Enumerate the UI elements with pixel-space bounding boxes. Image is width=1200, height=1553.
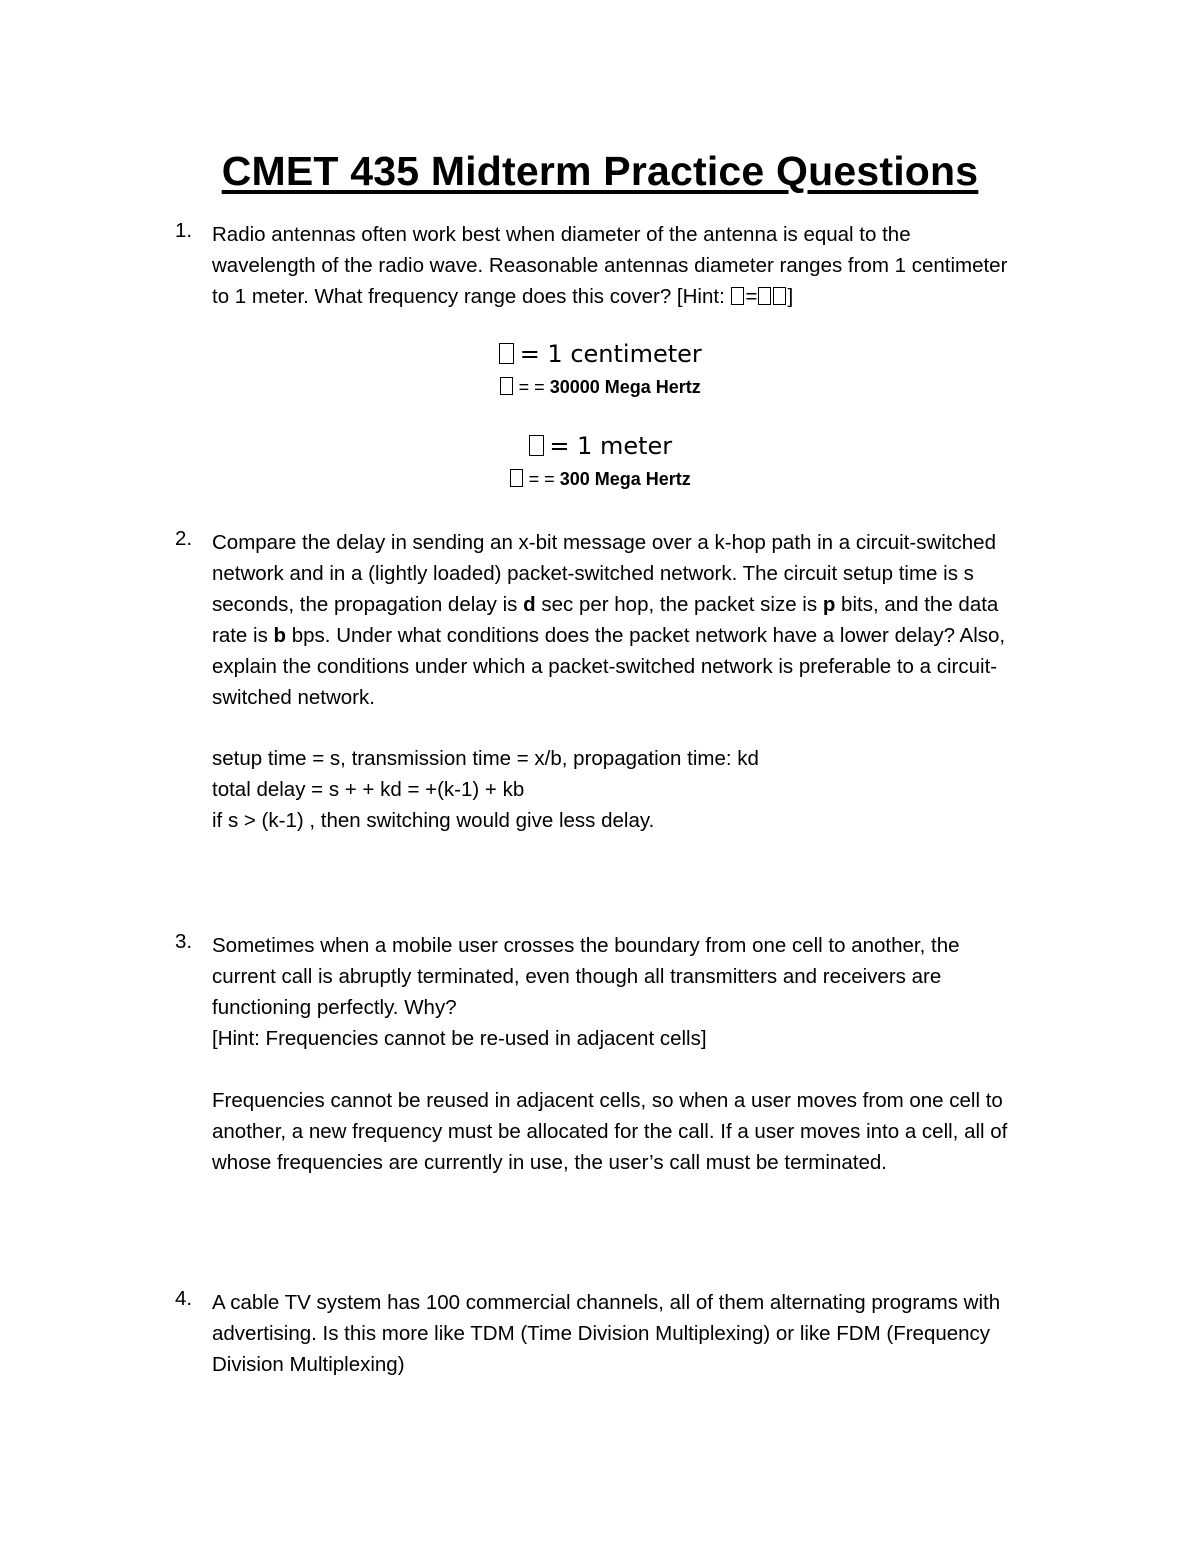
missing-glyph-icon — [731, 287, 744, 305]
answer-1-lambda — [0, 340, 1200, 368]
question-2-line-3-start: seconds, the propagation delay is — [212, 593, 524, 616]
hint-equals: = — [745, 285, 758, 308]
question-2-line-2: network and in a (lightly loaded) packet-switched network. The circuit setup time is s — [212, 562, 974, 585]
question-1-line-3 — [212, 281, 1062, 312]
question-4-line-1: A cable TV system has 100 commercial channels, all of them alternating programs with — [212, 1291, 1001, 1314]
question-2-number: 2. — [175, 527, 193, 550]
question-2-line-3-mid: sec per hop, the packet size is — [535, 593, 823, 616]
question-4-line-3: Division Multiplexing) — [212, 1353, 405, 1376]
question-2-line-3 — [212, 589, 1062, 620]
question-2-line-4-start: rate is — [212, 624, 274, 647]
question-1-line-1: Radio antennas often work best when diameter of the antenna is equal to the — [212, 223, 911, 246]
missing-glyph-icon — [510, 469, 523, 487]
question-3-answer — [212, 1085, 1062, 1178]
question-2-text — [212, 527, 1062, 713]
answer-2-frequency — [0, 469, 1200, 490]
missing-glyph-icon — [500, 377, 513, 395]
answer-2-lambda-value: = 1 meter — [549, 432, 673, 460]
question-2-line-4-end: bps. Under what conditions does the packet network have a lower delay? Also, — [286, 624, 1006, 647]
answer-1-lambda-value: = 1 centimeter — [519, 340, 702, 368]
question-2-line-5: explain the conditions under which a packet-switched network is preferable to a circuit- — [212, 655, 998, 678]
answer-1-frequency — [0, 377, 1200, 398]
question-4-line-2: advertising. Is this more like TDM (Time Division Multiplexing) or like FDM (Frequency — [212, 1322, 991, 1345]
question-3-line-2: current call is abruptly terminated, even though all transmitters and receivers are — [212, 965, 942, 988]
question-2-line-4 — [212, 620, 1062, 651]
question-3-line-1: Sometimes when a mobile user crosses the boundary from one cell to another, the — [212, 934, 960, 957]
answer-1-frequency-value: 30000 Mega Hertz — [549, 377, 701, 397]
question-3-line-3: functioning perfectly. Why? — [212, 996, 457, 1019]
answer-2-frequency-value: 300 Mega Hertz — [559, 469, 691, 489]
question-1-text — [212, 219, 1062, 312]
answer-1-frequency-prefix: = = — [518, 377, 550, 397]
answer-2-frequency-prefix: = = — [528, 469, 560, 489]
question-2-line-3-end: bits, and the data — [835, 593, 999, 616]
answer-line: total delay = s + + kd = +(k-1) + kb — [212, 778, 525, 801]
question-4-text — [212, 1287, 1062, 1380]
question-1-number: 1. — [175, 219, 193, 242]
missing-glyph-icon — [499, 343, 514, 364]
page-title: CMET 435 Midterm Practice Questions — [221, 148, 979, 194]
answer-line: if s > (k-1) , then switching would give less delay. — [212, 809, 655, 832]
question-2-answer — [212, 743, 1062, 836]
answer-line: Frequencies cannot be reused in adjacent cells, so when a user moves from one cell to — [212, 1089, 1003, 1112]
var-d: d — [523, 593, 536, 616]
answer-2-lambda — [0, 432, 1200, 460]
answer-line: setup time = s, transmission time = x/b, propagation time: kd — [212, 747, 759, 770]
question-2-line-1: Compare the delay in sending an x-bit message over a k-hop path in a circuit-switched — [212, 531, 996, 554]
missing-glyph-icon — [529, 435, 544, 456]
question-2-line-6: switched network. — [212, 686, 375, 709]
missing-glyph-icon — [758, 287, 771, 305]
hint-close: ] — [787, 285, 794, 308]
answer-line: whose frequencies are currently in use, the user’s call must be terminated. — [212, 1151, 887, 1174]
question-3-hint: [Hint: Frequencies cannot be re-used in adjacent cells] — [212, 1027, 707, 1050]
var-p: p — [822, 593, 836, 616]
question-1-line-2: wavelength of the radio wave. Reasonable antennas diameter ranges from 1 centimeter — [212, 254, 1008, 277]
question-4-number: 4. — [175, 1287, 193, 1310]
answer-line: another, a new frequency must be allocated for the call. If a user moves into a cell, all of — [212, 1120, 1008, 1143]
question-3-number: 3. — [175, 930, 193, 953]
question-3-text — [212, 930, 1062, 1054]
var-b: b — [273, 624, 287, 647]
missing-glyph-icon — [773, 287, 786, 305]
question-1-line-3-text: to 1 meter. What frequency range does this cover? [Hint: — [212, 285, 731, 308]
